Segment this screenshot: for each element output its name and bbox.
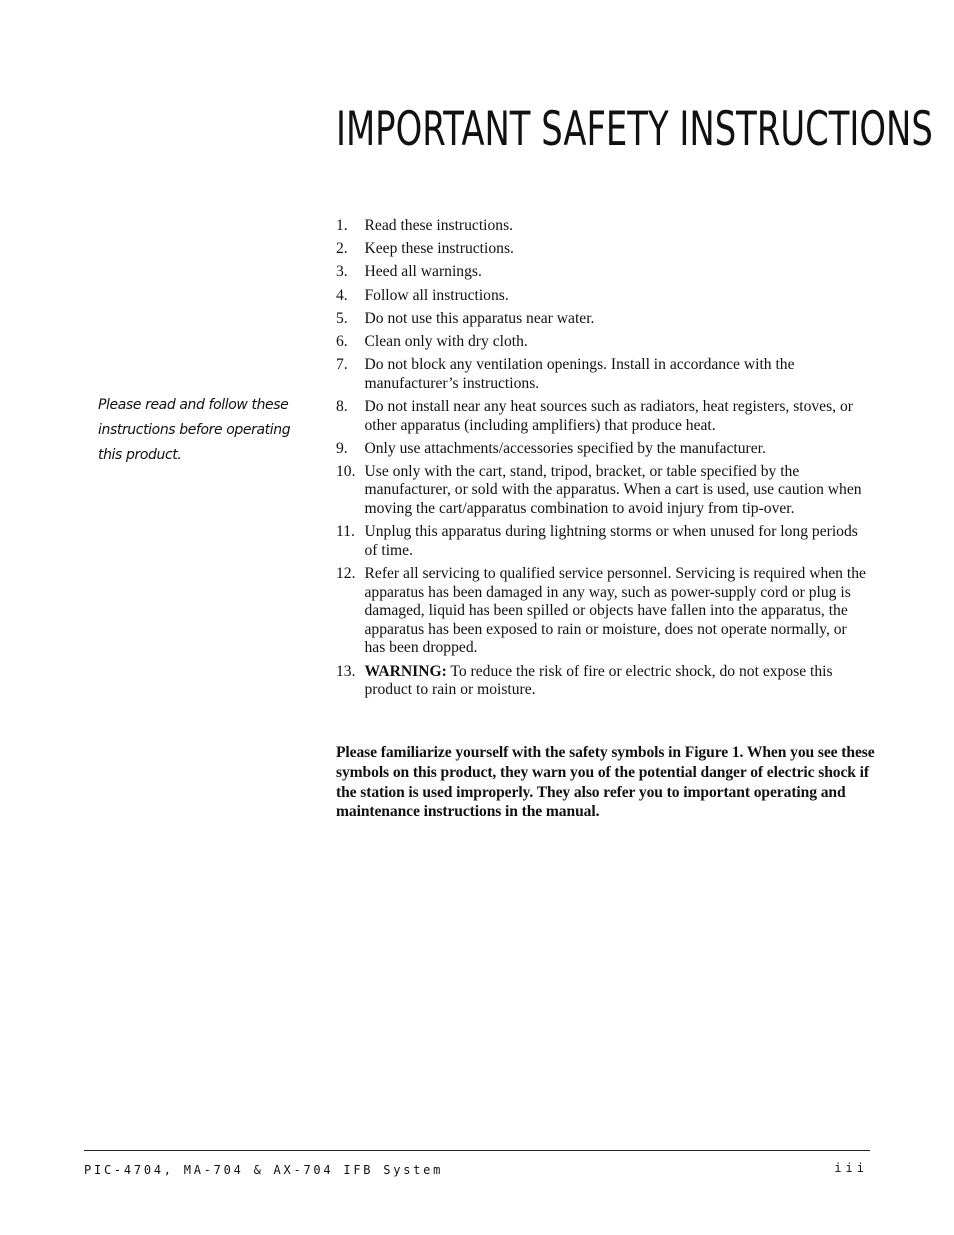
footer-page-number: iii xyxy=(834,1161,868,1175)
item-text: Read these instructions. xyxy=(364,217,514,234)
warning-text: To reduce the risk of fire or electric shock, do not expose this product to rain or moisture. xyxy=(364,662,833,699)
item-number: 13. xyxy=(336,662,356,680)
list-item xyxy=(336,240,870,259)
list-item xyxy=(336,287,870,306)
item-text xyxy=(365,663,871,700)
list-item xyxy=(336,565,870,658)
item-text: Refer all servicing to qualified service personnel. Servicing is required when the apparatus has been damaged in any way, such as power-supply cord or plug is damaged, liquid has been spilled or objects have fallen into the apparatus, the apparatus has been exposed to rain or moisture, does not operate normally, or has been dropped. xyxy=(364,565,866,657)
page-title: IMPORTANT SAFETY INSTRUCTIONS xyxy=(336,102,933,157)
item-text: Do not use this apparatus near water. xyxy=(364,309,595,327)
item-text: Use only with the cart, stand, tripod, bracket, or table specified by the manufacturer, or sold with the apparatus. When a cart is used, use caution when moving the cart/apparatus combination to avoid injury from tip-over. xyxy=(364,462,862,518)
safety-symbols-paragraph: Please familiarize yourself with the safety symbols in Figure 1. When you see these symbols on this product, they warn you of the potential danger of electric shock if the station is used improperly. They also refer you to important operating and maintenance instructions in the manual. xyxy=(336,744,875,821)
list-item xyxy=(336,463,870,519)
item-number: 11. xyxy=(336,523,355,541)
item-text: Follow all instructions. xyxy=(364,286,509,304)
item-text: Unplug this apparatus during lightning storms or when unused for long periods of time. xyxy=(364,523,858,559)
footer-product-name: PIC-4704, MA-704 & AX-704 IFB System xyxy=(84,1163,444,1177)
item-number: 3. xyxy=(336,263,348,281)
list-item xyxy=(336,398,870,435)
list-item xyxy=(336,263,870,282)
item-number: 1. xyxy=(336,217,348,234)
item-number: 6. xyxy=(336,332,348,350)
list-item xyxy=(336,523,870,560)
item-number: 12. xyxy=(336,565,356,583)
item-number: 2. xyxy=(336,240,348,258)
item-text: Do not install near any heat sources such as radiators, heat registers, stoves, or other apparatus (including amplifiers) that produce heat. xyxy=(364,397,853,434)
list-item xyxy=(336,310,870,329)
safety-instructions-list xyxy=(336,217,870,704)
item-text: Clean only with dry cloth. xyxy=(364,332,528,350)
item-number: 4. xyxy=(336,286,348,304)
warning-label: WARNING: xyxy=(364,662,447,680)
item-text: Do not block any ventilation openings. Install in accordance with the manufacturer’s instructions. xyxy=(364,356,795,392)
item-text: Heed all warnings. xyxy=(364,263,482,281)
footer-divider xyxy=(84,1150,870,1151)
item-text: Only use attachments/accessories specified by the manufacturer. xyxy=(364,439,766,457)
list-item xyxy=(336,440,870,459)
list-item xyxy=(336,356,870,393)
list-item xyxy=(336,217,870,236)
item-number: 5. xyxy=(336,309,348,327)
item-text: Keep these instructions. xyxy=(364,240,514,258)
warning-list-item xyxy=(336,663,870,700)
item-number: 7. xyxy=(336,356,348,374)
list-item xyxy=(336,333,870,352)
item-number: 9. xyxy=(336,439,348,457)
item-number: 8. xyxy=(336,397,348,415)
item-number: 10. xyxy=(336,462,356,480)
side-note: Please read and follow these instructions before operating this product. xyxy=(98,397,291,463)
